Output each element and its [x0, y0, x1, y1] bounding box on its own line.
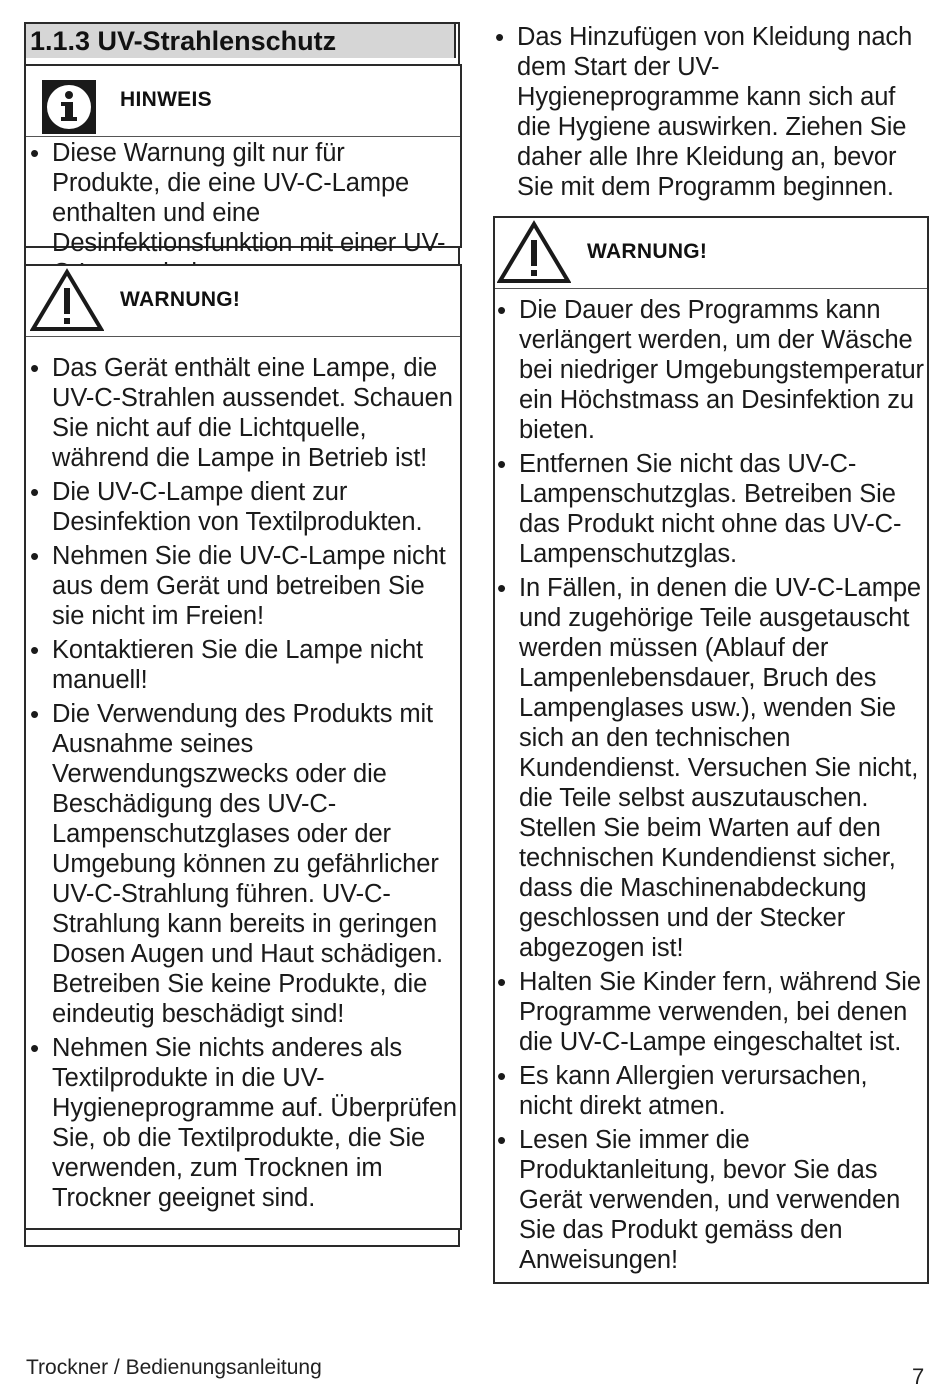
intro-list	[493, 22, 929, 202]
list-item: • Nehmen Sie die UV-C-Lampe nicht aus dem Gerät und betreiben Sie sie nicht im Freien!	[28, 541, 458, 631]
warnung-box-right-header	[495, 218, 927, 289]
warnung-title: WARNUNG!	[587, 240, 708, 263]
warnung-left-list	[26, 337, 460, 1213]
list-item: • Lesen Sie immer die Produktanleitung, bevor Sie das Gerät verwenden, und verwenden Sie das Produkt gemäss den Anweisungen!	[495, 1125, 925, 1275]
list-item: • Halten Sie Kinder fern, während Sie Programme verwenden, bei denen die UV-C-Lampe eingeschaltet ist.	[495, 967, 925, 1057]
list-item: • Entfernen Sie nicht das UV-C-Lampenschutzglas. Betreiben Sie das Produkt nicht ohne das UV-C-Lampenschutzglas.	[495, 449, 925, 569]
footer-doc-title: Trockner / Bedienungsanleitung	[26, 1356, 322, 1379]
info-icon	[42, 80, 96, 139]
list-item: • Das Hinzufügen von Kleidung nach dem Start der UV-Hygieneprogramme kann sich auf die Hygiene auswirken. Ziehen Sie daher alle Ihre Kleidung an, bevor Sie mit dem Programm beginnen.	[493, 22, 929, 202]
page-number: 7	[912, 1364, 925, 1389]
hinweis-box	[24, 64, 462, 257]
list-item: • Kontaktieren Sie die Lampe nicht manuell!	[28, 635, 458, 695]
warnung-box-right	[493, 216, 929, 1284]
warnung-right-list	[495, 289, 927, 1275]
list-item: • Die Dauer des Programms kann verlängert werden, um der Wäsche bei niedriger Umgebungstemperatur ein Höchstmass an Desinfektion zu bieten.	[495, 295, 925, 445]
section-title: 1.1.3 UV-Strahlenschutz	[24, 22, 456, 58]
list-item: • Diese Warnung gilt nur für Produkte, die eine UV-C-Lampe enthalten und eine Desinfektionsfunktion mit einer UV-	[28, 138, 456, 288]
warnung-box-left-header	[26, 266, 460, 337]
hinweis-box-header	[26, 66, 460, 137]
hinweis-title: HINWEIS	[120, 88, 212, 111]
list-item: • Die Verwendung des Produkts mit Ausnahme seines Verwendungszwecks oder die Beschädigung des UV-C-Lampenschutzglases oder der Umgebung können zu gefährlicher UV-C-Strahlung führen. UV-C-Strahlung kann bereits in geringen Dosen Augen und Haut schädigen. Betreiben Sie keine Produkte, die eindeutig beschädigt sind!	[28, 699, 458, 1029]
list-item: • Die UV-C-Lampe dient zur Desinfektion von Textilprodukten.	[28, 477, 458, 537]
list-item: • Das Gerät enthält eine Lampe, die UV-C-Strahlen aussendet. Schauen Sie nicht auf die Lichtquelle, während die Lampe in Betrieb ist!	[28, 353, 458, 473]
warnung-title: WARNUNG!	[120, 288, 241, 311]
warning-triangle-icon	[497, 220, 571, 289]
warning-triangle-icon	[30, 268, 104, 337]
list-item: • Nehmen Sie nichts anderes als Textilprodukte in die UV-Hygieneprogramme auf. Überprüfen Sie, ob die Textilprodukte, die Sie verwenden, zum Trocknen im Trockner geeignet sind.	[28, 1033, 458, 1213]
list-item: • In Fällen, in denen die UV-C-Lampe und zugehörige Teile ausgetauscht werden müssen (Ablauf der Lampenlebensdauer, Bruch des Lampenglases usw.), wenden Sie sich an den technischen Kundendienst. Versuchen Sie nicht, die Teile selbst auszutauschen. Stellen Sie beim Warten auf den technischen Kundendienst sicher, dass die Maschinenabdeckung geschlossen und der Stecker abgezogen ist!	[495, 573, 925, 963]
warnung-box-left	[24, 264, 462, 1230]
list-item: • Es kann Allergien verursachen, nicht direkt atmen.	[495, 1061, 925, 1121]
